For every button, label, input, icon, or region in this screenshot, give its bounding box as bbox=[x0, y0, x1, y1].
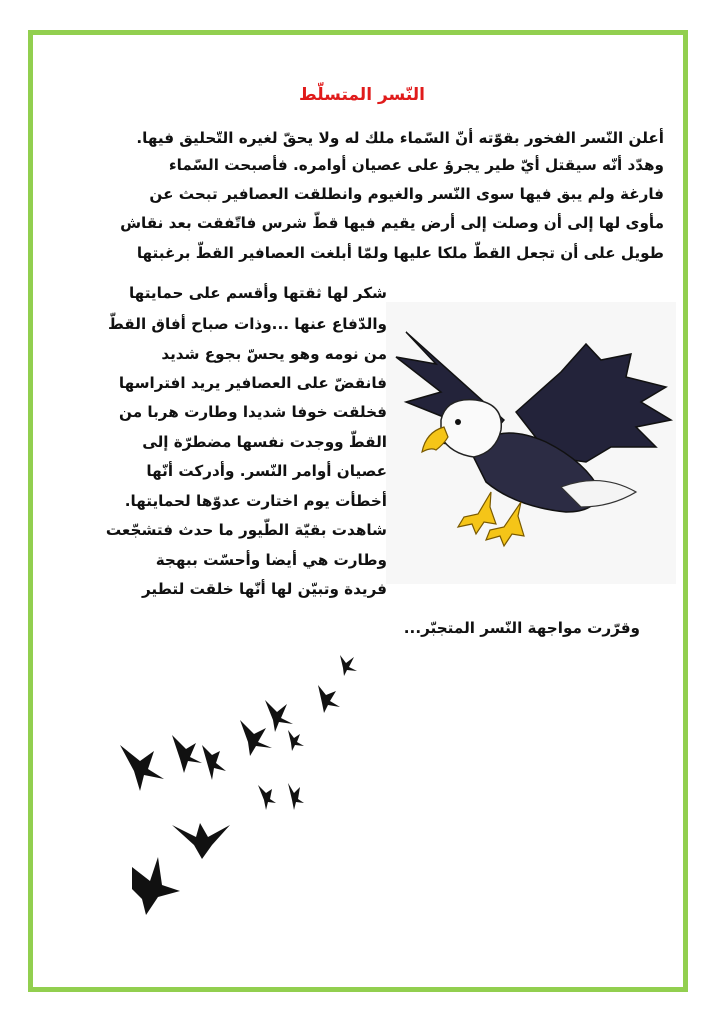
text-line: مأوى لها إلى أن وصلت إلى أرض يقيم فيها قطّ شرس فاتّفقت بعد نقاش bbox=[120, 214, 664, 232]
text-line: أعلن النّسر الفخور بقوّته أنّ السّماء ملك له ولا يحقّ لغيره التّحليق فيها. bbox=[136, 129, 664, 147]
text-line: فريدة وتبيّن لها أنّها خلقت لتطير bbox=[141, 580, 387, 598]
bird-silhouette bbox=[288, 783, 304, 810]
text-line: وهدّد أنّه سيقتل أيّ طير يجرؤ على عصيان أوامره. فأصبحت السّماء bbox=[168, 156, 664, 174]
bird-silhouette bbox=[120, 745, 164, 791]
text-line: القطّ ووجدت نفسها مضطرّة إلى bbox=[142, 433, 387, 451]
page-title: النّسر المتسلّط bbox=[299, 85, 425, 105]
text-line: فخلقت خوفا شديدا وطارت هربا من bbox=[119, 403, 387, 421]
bird-silhouette bbox=[202, 745, 226, 780]
bird-silhouette bbox=[172, 735, 202, 773]
text-line: فانقضّ على العصافير يريد افتراسها bbox=[118, 374, 387, 392]
text-line: وطارت هي أيضا وأحسّت ببهجة bbox=[155, 551, 387, 569]
text-line: أخطأت يوم اختارت عدوّها لحمايتها. bbox=[124, 492, 387, 510]
bird-silhouette bbox=[265, 700, 293, 732]
text-line: وقرّرت مواجهة النّسر المتجبّر... bbox=[403, 619, 640, 637]
bird-silhouette bbox=[240, 720, 272, 756]
bird-silhouette bbox=[258, 785, 276, 810]
text-line: عصيان أوامر النّسر. وأدركت أنّها bbox=[146, 462, 387, 480]
bird-silhouette bbox=[318, 685, 340, 713]
eagle-illustration bbox=[386, 302, 676, 584]
text-line: شكر لها ثقتها وأقسم على حمايتها bbox=[128, 284, 387, 302]
text-line: والدّفاع عنها ...وذات صباح أفاق القطّ bbox=[108, 315, 387, 333]
flock-of-birds-illustration bbox=[110, 645, 370, 935]
text-line: طويل على أن تجعل القطّ ملكا عليها ولمّا أبلغت العصافير القطّ برغبتها bbox=[136, 244, 664, 262]
bird-silhouette bbox=[340, 655, 357, 676]
bird-silhouette bbox=[172, 823, 230, 859]
bird-silhouette bbox=[288, 730, 304, 751]
bird-silhouette bbox=[132, 857, 180, 915]
text-line: فارغة ولم يبق فيها سوى النّسر والغيوم وانطلقت العصافير تبحث عن bbox=[149, 185, 664, 203]
text-line: شاهدت بقيّة الطّيور ما حدث فتشجّعت bbox=[105, 521, 387, 539]
text-line: من نومه وهو يحسّ بجوع شديد bbox=[161, 345, 387, 363]
